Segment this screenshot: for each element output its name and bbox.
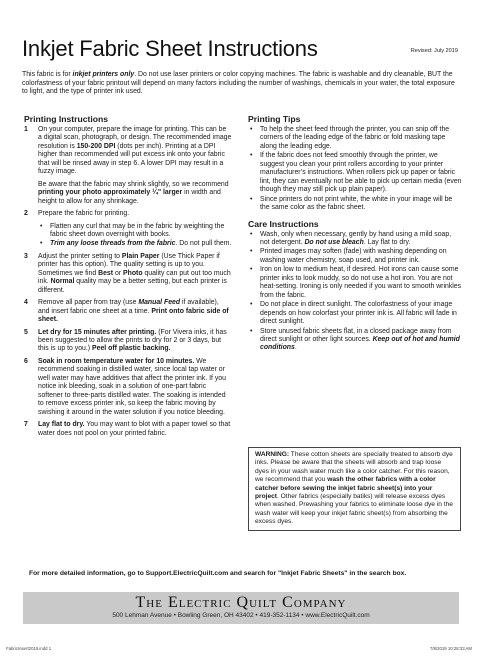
intro-text-1: This fabric is for — [22, 71, 73, 78]
list-item: • To help the sheet feed through the printer, you can snip off the corners of the leading edge of the fabric or fold masking tape along the leading edge. — [248, 126, 462, 151]
more-info-text: For more detailed information, go to Support.ElectricQuilt.com and search for "Inkjet Fabric Sheets" in the search box. — [29, 570, 407, 577]
intro-text-2: . Do not use laser printers or color copying machines. The fabric is washable and dry cleanable, BUT the colorfastness of your fabric printout will depend on many factors including the number of washings, chemicals in your water, the total exposure to light, and the type of printer ink used. — [22, 71, 455, 96]
intro-paragraph — [22, 71, 462, 97]
care-instructions-list — [248, 231, 462, 353]
step-number: 3 — [24, 252, 28, 260]
list-item: • Wash, only when necessary, gently by hand using a mild soap, not detergent. Do not use bleach. Lay flat to dry. — [248, 231, 462, 248]
step-5 — [24, 329, 232, 354]
step-number: 4 — [24, 299, 28, 307]
print-slug-file: FabricInsert2019.indd 1 — [6, 646, 52, 651]
step-number: 6 — [24, 357, 28, 365]
step-4 — [24, 299, 232, 324]
step-text: Be aware that the fabric may shrink slightly, so we recommend printing your photo approximately ¼" larger in width and height to allow for any shrinkage. — [38, 180, 229, 205]
company-name: The Electric Quilt Company — [135, 594, 347, 611]
company-address: 500 Lehman Avenue • Bowling Green, OH 43402 • 419-352-1134 • www.ElectricQuilt.com — [112, 612, 370, 619]
step-text: Let dry for 15 minutes after printing. (For Vivera inks, it has been suggested to allow the prints to dry for 2 or 3 days, but this is up to you.) Peel off plastic backing. — [38, 328, 227, 353]
step-text: Remove all paper from tray (use Manual Feed if available), and insert fabric one sheet at a time. Print onto fabric side of sheet. — [38, 299, 229, 324]
step-2 — [24, 210, 232, 249]
list-item: • If the fabric does not feed smoothly through the printer, we suggest you clean your print rollers according to your printer manufacturer’s instructions. When rollers pick up paper or fabric lint, they can eventually not be able to pick up certain media (even though they may still pick up plain paper). — [248, 152, 462, 194]
printing-tips-list — [248, 126, 462, 213]
step-3 — [24, 253, 232, 295]
list-item: • Iron on low to medium heat, if desired. Hot irons can cause some printer inks to look muddy, so do not use a hot iron. You are not heat-setting. Ironing is only needed if you want to smooth wrinkles from the fabric. — [248, 266, 462, 300]
list-item: • Since printers do not print white, the white in your image will be the same color as the fabric sheet. — [248, 196, 462, 213]
printing-tips-heading: Printing Tips — [248, 114, 301, 124]
step-text: Soak in room temperature water for 10 minutes. We recommend soaking in distilled water, since local tap water or well water may have additives that affect the printer ink. If you notice ink bleeding, soak in a solution of one-part fabric softener to three-parts distilled water. The soaking is intended to remove excess printer ink, so keep the fabric moving by swishing it around in the water solution if you notice bleeding. — [38, 357, 226, 416]
tips-and-care-column — [248, 114, 462, 354]
print-slug-date: 7/8/2019 10:28:33 AM — [429, 646, 472, 651]
revision-date: Revised: July 2019 — [410, 48, 458, 54]
step-2-bullets — [38, 223, 232, 249]
company-banner — [23, 592, 459, 624]
step-7 — [24, 421, 232, 438]
step-text: On your computer, prepare the image for printing. This can be a digital scan, photograph, or design. The recommended image resolution is 150-200 DPI (dots per inch). Printing at a DPI higher than recommended will put excess ink onto your fabric that will be rinsed away in step 6. A lower DPI may result in a fuzzy image. — [38, 126, 232, 176]
warning-box: WARNING: These cotton sheets are specially treated to absorb dye inks. Please be aware that the sheets will absorb and trap loose dyes in your wash water much like a color catcher. For this reason, we recommend that you wash the other fabrics with a color catcher before sewing the inkjet fabric sheet(s) into your project. Other fabrics (especially batiks) will release excess dyes when washed. Prewashing your fabrics to eliminate loose dye in the wash water will keep your inkjet fabric sheet(s) from absorbing the excess dyes. — [248, 447, 461, 531]
step-6 — [24, 358, 232, 417]
intro-emphasis: inkjet printers only — [72, 71, 135, 78]
list-item: • Printed images may soften (fade) with washing depending on washing water chemistry, soap used, and printer ink. — [248, 248, 462, 265]
step-1 — [24, 126, 232, 206]
step-number: 1 — [24, 126, 28, 133]
list-item: • Trim any loose threads from the fabric. Do not pull them. — [38, 240, 232, 248]
page-title: Inkjet Fabric Sheet Instructions — [22, 36, 318, 61]
list-item: • Store unused fabric sheets flat, in a closed package away from direct sunlight or other light sources. Keep out of hot and humid conditions. — [248, 328, 462, 353]
step-number: 7 — [24, 421, 28, 429]
list-item: • Flatten any curl that may be in the fabric by weighting the fabric sheet down overnight with books. — [38, 223, 232, 240]
warning-label: WARNING: — [255, 451, 290, 458]
step-text: Lay flat to dry. You may want to blot with a paper towel so that water does not pool on your printed fabric. — [38, 421, 231, 437]
step-number: 5 — [24, 328, 28, 336]
step-text: Adjust the printer setting to Plain Paper (Use Thick Paper if printer has this option). The quality setting is up to you. Sometimes we find Best or Photo quality can put out too much ink. Normal quality may be a better setting, but each printer is different. — [38, 252, 231, 294]
list-item: • Do not place in direct sunlight. The colorfastness of your image depends on how colorfast your printer ink is. All fabric will fade in direct sunlight. — [248, 301, 462, 326]
step-number: 2 — [24, 210, 28, 218]
printing-instructions-heading: Printing Instructions — [24, 114, 109, 124]
step-text: Prepare the fabric for printing. — [38, 210, 130, 218]
printing-instructions-column — [24, 114, 232, 442]
care-instructions-heading: Care Instructions — [248, 218, 319, 229]
